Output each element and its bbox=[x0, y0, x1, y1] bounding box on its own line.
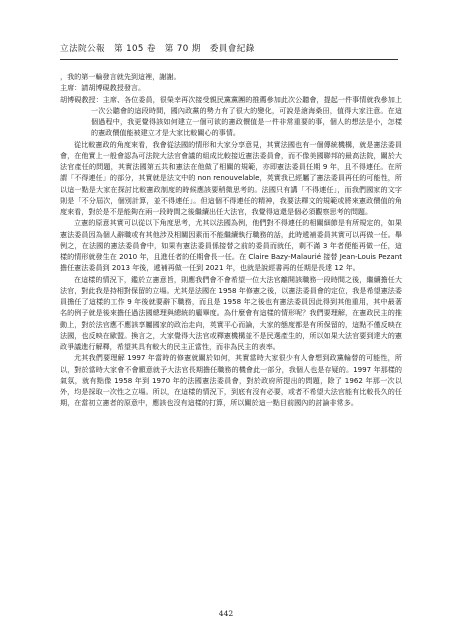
speech-paragraph-3: 立憲的原意其實可以從以下角度思考，尤其以法國為例，他們對不得連任的相關細節是有所規定的，如果憲法委員因為個人辭職或有其他涉及相關因素而不能繼續執行職務的話，此時遞補委員其實可以再做一任。舉例之，在法國的憲法委員會中，如果有憲法委員係接替之前的委員而就任，剩不滿 3 年者便能再做一任，這樣的情形就發生在 2010 年，且進任者的任期會長一任。在 Claire Bazy-Malaurié 接替 Jean-Louis Pezant 擔任憲法委員到 2013 年後，遞補再做一任到 2021 年，也就是說經書再的任期是長達 12 年。 bbox=[60, 218, 402, 273]
speaker-name: 胡博硯教授： bbox=[60, 94, 103, 104]
speech-paragraph-5: 尤其我們要理解 1997 年當時的修憲就關於如何，其實當時大家很少有人會想到政黨輪替的可能性，所以，對於當時大家會不會願意就予大法官長期擔任職務的機會此一部分，我個人也是存疑的。1997 年那樣的氣氛，就有點像 1958 年到 1970 年的法國憲法委員會，對於政府所提出的問題，除了 1962 年那一次以外，均是採取一次性之立場。所以，在這樣的情況下，到底有沒有必要，或者不希望大法官能有比較長久的任期，在當初立憲者的原意中，應該也沒有這樣的打算，所以關於這一點目前國內的討論非常多。 bbox=[60, 353, 402, 408]
speech-paragraph-4: 在這樣的情況下，鑑於立憲意旨，則應我們會不會希望一位大法官離開該職務一段時間之後，繼續擔任大法官，對此我是持相對保留的立場。尤其是法國在 1958 年修憲之後，以憲法委員會的定位，我是希望憲法委員擔任了這樣的工作 9 年後就要辭下職務，而且是 1958 年之後也有憲法委員因此得到其他重用，其中最著名的例子就是後來擔任過法國總理與總統的龐畢度。為什麼會有這樣的情形呢？我們要理解，在憲政民主的推動上，對於法官應不應該享屬國家的政治走向，英實平心而論，大家的態度都是有所保留的，這點不僅反映在法國，也反映在歐盟。換言之，大家覺得大法官或釋憲機構並不是民選產生的，所以如果大法官要到達大的憲政爭議進行解釋，希望其具有較大的民主正當性，而非為民主的表率。 bbox=[60, 274, 402, 351]
speech-paragraph-1 bbox=[60, 94, 402, 139]
header-divider bbox=[60, 59, 398, 60]
gazette-header: 立法院公報 第 105 卷 第 70 期 委員會紀錄 bbox=[60, 44, 255, 54]
paragraph-1-text: 主席、各位委員，很榮幸再次接受親民黨黨團的推薦參加此次公聽會，提起一件事情就我參加上一次公聽會的這段時間，國內政黨的勢力有了很大的變化，可說是滄海桑田，值得大家注意。在這個過程中，我更覺得該如何建立一個可欲的憲政價值是一件非常重要的事，個人的想法是小，怎樣的憲政價值能被建立才是大家比較關心的事情。 bbox=[91, 94, 403, 138]
intro-line: ，我的第一輪發言就先到這裡，謝謝。 bbox=[60, 72, 181, 81]
page-number: 442 bbox=[218, 609, 234, 618]
document-body bbox=[60, 71, 402, 409]
chair-line: 主席：請胡博硯教授發言。 bbox=[60, 83, 146, 93]
speech-paragraph-2: 從比較憲政的角度來看，我會從法國的情形和大家分享意見，其實法國也有一個傳統機構，就是憲法委員會，在他實上一般會認為可法院大法官會議的組成比較接近憲法委員會，而不像美國聯邦的最高法院，關於大法官產任的問題，其實法國第五共和憲法在他做了相關的規範，亦即憲法委員任期 9 年，且不得連任。在所謂「不得連任」的部分，其實就是法文中的 non renouvelable，英實我已經屬了憲法委員再任的可能性，所以這一點是大家在探討比較憲政制度的時候應該要稍微思考的。法國只有講「不得連任」，而我們國家的文字則是「不分屆次，個別計算，並不得連任」。但這個不得連任的精神，我要法釋文的規範或將來憲政價值的角度來看，對於是不是能夠在兩一段時間之後繼續出任大法官，我覺得這還是個必須觀察思考的問題。 bbox=[60, 139, 402, 216]
